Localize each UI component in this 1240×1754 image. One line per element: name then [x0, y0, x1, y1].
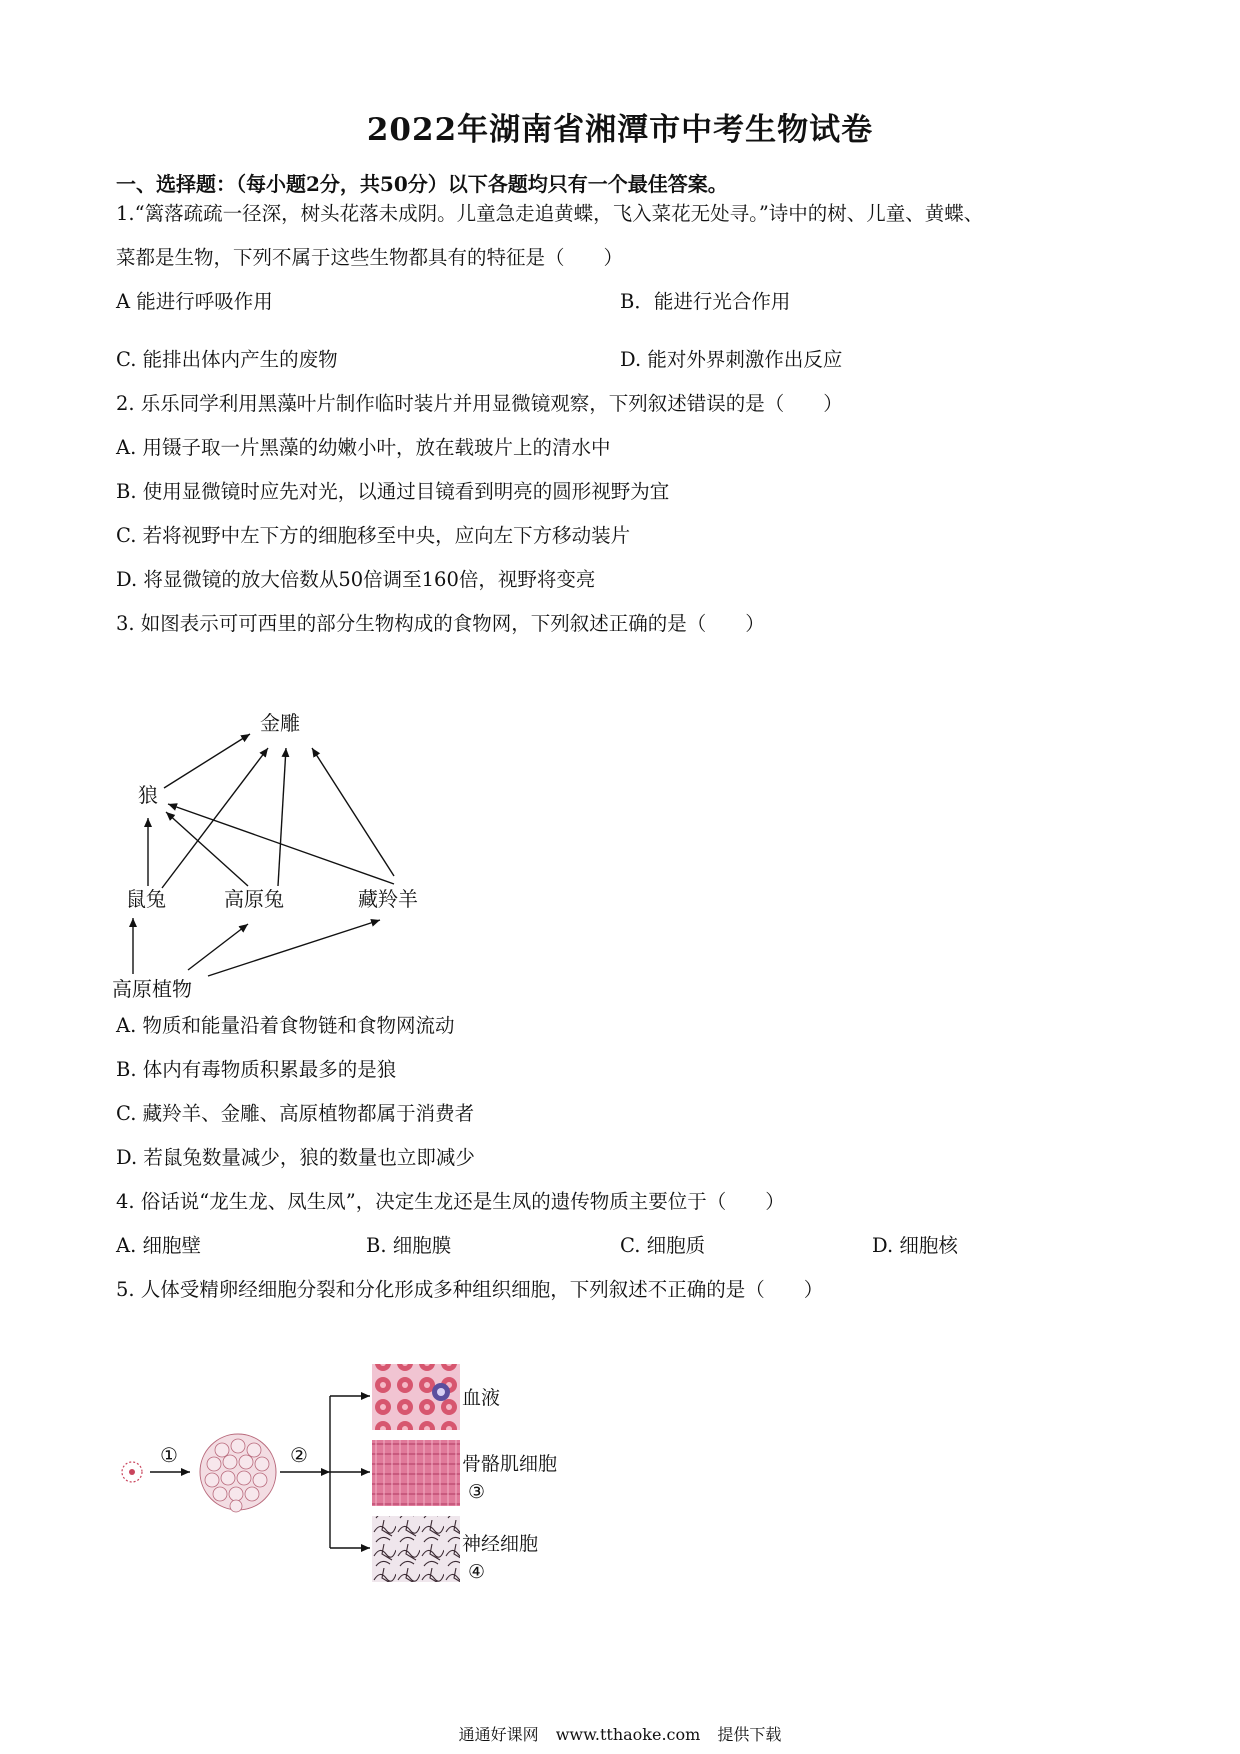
cell-cluster — [200, 1434, 276, 1512]
question-4-option-d: D. 细胞核 — [872, 1234, 958, 1257]
zygote-cell — [122, 1462, 142, 1482]
step-2-label: ② — [290, 1443, 308, 1467]
arrow-plant-to-antelope — [208, 920, 380, 976]
footer-site: 通通好课网 — [458, 1725, 539, 1744]
question-1-option-a: A 能进行呼吸作用 — [116, 290, 273, 313]
arrow-pika-to-eagle — [162, 748, 268, 888]
question-1-option-d: D. 能对外界刺激作出反应 — [620, 348, 843, 371]
node-plateau-hare: 高原兔 — [224, 887, 284, 911]
node-golden-eagle: 金雕 — [260, 711, 300, 735]
cell-differentiation-diagram — [108, 1352, 568, 1592]
question-2-option-c: C. 若将视野中左下方的细胞移至中央，应向左下方移动装片 — [116, 524, 631, 547]
step-1-label: ① — [160, 1443, 178, 1467]
mark-4: ④ — [468, 1561, 486, 1583]
node-pika: 鼠兔 — [126, 887, 166, 911]
question-1-option-b: B．能进行光合作用 — [620, 290, 791, 313]
question-1-stem-line2: 菜都是生物，下列不属于这些生物都具有的特征是（ ） — [116, 246, 624, 269]
question-4-stem: 4. 俗话说“龙生龙、凤生凤”，决定生龙还是生凤的遗传物质主要位于（ ） — [116, 1190, 785, 1213]
section-heading: 一、选择题：（每小题2分，共50分）以下各题均只有一个最佳答案。 — [116, 172, 728, 196]
tissue-label-nerve: 神经细胞 — [462, 1533, 539, 1555]
arrow-hare-to-wolf — [166, 812, 248, 886]
question-3-option-c: C. 藏羚羊、金雕、高原植物都属于消费者 — [116, 1102, 475, 1125]
tissue-label-blood: 血液 — [462, 1387, 501, 1409]
node-tibetan-antelope: 藏羚羊 — [358, 887, 418, 911]
question-1-stem-line1: 1.“篱落疏疏一径深，树头花落未成阴。儿童急走追黄蝶，飞入菜花无处寻。”诗中的树、儿童、黄蝶、 — [116, 202, 984, 225]
food-web-diagram — [100, 708, 440, 1008]
arrow-plant-to-hare — [188, 924, 248, 970]
question-1-option-c: C. 能排出体内产生的废物 — [116, 348, 338, 371]
arrow-wolf-to-eagle — [164, 734, 250, 788]
question-3-option-a: A. 物质和能量沿着食物链和食物网流动 — [116, 1014, 455, 1037]
question-3-option-b: B. 体内有毒物质积累最多的是狼 — [116, 1058, 397, 1081]
node-wolf: 狼 — [138, 783, 158, 807]
node-plateau-plants: 高原植物 — [112, 977, 192, 1001]
page-footer — [0, 1722, 1240, 1745]
nerve-tissue-image — [372, 1516, 460, 1582]
arrow-antelope-to-eagle — [312, 748, 394, 876]
question-3-stem: 3. 如图表示可可西里的部分生物构成的食物网，下列叙述正确的是（ ） — [116, 612, 765, 635]
arrow-hare-to-eagle — [278, 748, 286, 886]
footer-url[interactable]: www.tthaoke.com — [555, 1725, 701, 1744]
question-2-option-b: B. 使用显微镜时应先对光，以通过目镜看到明亮的圆形视野为宜 — [116, 480, 670, 503]
question-4-option-c: C. 细胞质 — [620, 1234, 706, 1257]
mark-3: ③ — [468, 1481, 486, 1503]
question-2-option-a: A. 用镊子取一片黑藻的幼嫩小叶，放在载玻片上的清水中 — [116, 436, 611, 459]
tissue-label-muscle: 骨骼肌细胞 — [462, 1453, 558, 1475]
question-4-option-a: A. 细胞壁 — [116, 1234, 201, 1257]
question-3-option-d: D. 若鼠兔数量减少，狼的数量也立即减少 — [116, 1146, 475, 1169]
question-2-stem: 2. 乐乐同学利用黑藻叶片制作临时装片并用显微镜观察，下列叙述错误的是（ ） — [116, 392, 843, 415]
question-4-option-b: B. 细胞膜 — [366, 1234, 452, 1257]
muscle-tissue-image — [372, 1440, 460, 1506]
question-2-option-d: D. 将显微镜的放大倍数从50倍调至160倍，视野将变亮 — [116, 568, 596, 591]
page-title: 2022年湖南省湘潭市中考生物试卷 — [366, 112, 874, 148]
footer-suffix: 提供下载 — [717, 1725, 782, 1744]
question-5-stem: 5. 人体受精卵经细胞分裂和分化形成多种组织细胞，下列叙述不正确的是（ ） — [116, 1278, 824, 1301]
